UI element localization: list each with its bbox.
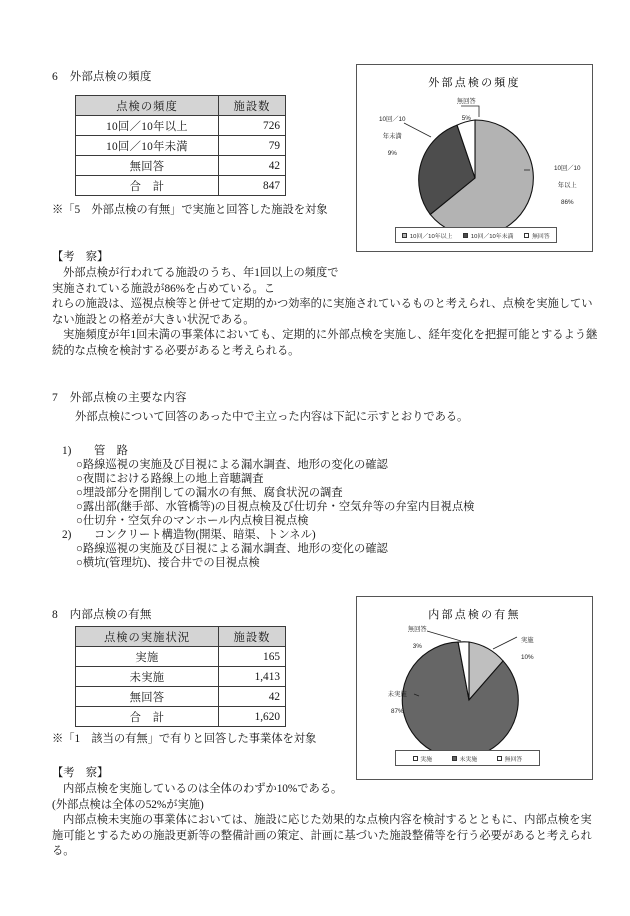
legend-item-10kai-ijou [402, 231, 452, 240]
list-item: ○横坑(管理坑)、接合井での目視点検 [76, 557, 260, 569]
section-8-note: ※「1 該当の有無」で有りと回答した事業体を対象 [52, 733, 317, 745]
section-8-heading [52, 606, 152, 622]
group-name: コンクリート構造物(開渠、暗渠、トンネル) [94, 529, 316, 541]
pie-label-mukaitou [393, 618, 431, 660]
legend-label: 無回答 [531, 233, 550, 240]
section-7-intro: 外部点検について回答のあった中で主立った内容は下記に示すとおりである。 [75, 411, 469, 423]
legend-swatch-icon [497, 756, 502, 761]
table-header-cell: 点検の実施状況 [76, 627, 219, 647]
section-7-heading [52, 389, 187, 405]
table-header-row [76, 627, 286, 647]
table-cell-label: 合 計 [76, 707, 219, 727]
table-cell-label: 10回／10年未満 [76, 136, 219, 156]
pie-label-name: 未実施 [387, 691, 407, 699]
section-6-kousatsu-heading: 【考 察】 [52, 251, 109, 263]
list-item: ○路線巡視の実施及び目視による漏水調査、地形の変化の確認 [76, 459, 388, 471]
section-8-kousatsu-p2: 内部点検未実施の事業体においては、施設に応じた効果的な点検内容を検討するとともに、内部点検を実施可能とするための施設更新等の整備計画の策定、計画に基づいた施設整備等を行う必要があると考えられる。 [52, 814, 592, 858]
chart-external-inspection-frequency [356, 64, 593, 252]
section-8-kousatsu-p1: 内部点検を実施しているのは全体のわずか10%である。(外部点検は全体の52%が実施) [52, 783, 343, 811]
table-cell-value: 1,413 [219, 667, 286, 687]
legend-item-jisshi [413, 754, 432, 763]
list-item: ○埋設部分を開削しての漏水の有無、腐食状況の調査 [76, 487, 343, 499]
section-6-title: 外部点検の頻度 [69, 71, 152, 83]
table-cell-value: 42 [219, 156, 286, 176]
section-8-table [75, 626, 286, 727]
pie-label-pct: 87% [390, 708, 404, 716]
legend-swatch-icon [413, 756, 418, 761]
pie-label-10kai-ijou [533, 157, 591, 216]
table-row [76, 116, 286, 136]
chart-title: 内部点検の有無 [428, 609, 521, 621]
legend-item-mukaitou [524, 231, 549, 240]
table-cell-value: 165 [219, 647, 286, 667]
legend-swatch-icon [524, 233, 529, 238]
table-row [76, 176, 286, 196]
table-row [76, 156, 286, 176]
legend-swatch-icon [452, 756, 457, 761]
table-row [76, 136, 286, 156]
table-cell-value: 79 [219, 136, 286, 156]
pie-label-mukaitou [435, 90, 487, 132]
table-row [76, 687, 286, 707]
list-item: ○夜間における路線上の地上音聴調査 [76, 473, 264, 485]
legend-item-10kai-miman [463, 231, 513, 240]
legend-swatch-icon [402, 233, 407, 238]
section-8-number: 8 [52, 609, 58, 621]
table-row [76, 707, 286, 727]
list-item: ○路線巡視の実施及び目視による漏水調査、地形の変化の確認 [76, 543, 388, 555]
section-6-kousatsu-p2: 実施頻度が年1回未満の事業体においても、定期的に外部点検を実施し、経年変化を把握可能とするよう継続的な点検を検討する必要があると考えられる。 [52, 329, 598, 357]
table-cell-label: 無回答 [76, 687, 219, 707]
legend-label: 実施 [420, 756, 432, 763]
section-7-group-2-heading [62, 528, 316, 543]
section-8-kousatsu-heading: 【考 察】 [52, 767, 109, 779]
pie-label-pct: 10% [520, 654, 534, 662]
table-cell-label: 10回／10年以上 [76, 116, 219, 136]
pie-label-pct: 9% [387, 150, 397, 158]
section-6-number: 6 [52, 71, 58, 83]
table-cell-value: 847 [219, 176, 286, 196]
pie-label-name-2: 年未満 [382, 133, 402, 141]
legend-swatch-icon [463, 233, 468, 238]
table-header-row [76, 96, 286, 116]
leader-line-mukaitou [427, 631, 461, 641]
group-marker: 1) [62, 445, 72, 457]
table-cell-label: 合 計 [76, 176, 219, 196]
table-header-cell: 施設数 [219, 96, 286, 116]
table-cell-label: 無回答 [76, 156, 219, 176]
legend-label: 無回答 [504, 756, 523, 763]
section-6-kousatsu-p1b: れらの施設は、巡視点検等と併せて定期的かつ効率的に実施されているものと考えられ、点検を実施していない施設との格差が大きい状況である。 [52, 298, 593, 326]
table-cell-value: 42 [219, 687, 286, 707]
pie-label-pct: 3% [412, 643, 422, 651]
table-row [76, 647, 286, 667]
section-6-table [75, 95, 286, 196]
table-cell-label: 実施 [76, 647, 219, 667]
group-marker: 2) [62, 529, 72, 541]
chart-internal-inspection-presence [356, 596, 593, 780]
legend-label: 10回／10年以上 [409, 233, 453, 240]
pie-label-name: 無回答 [456, 98, 476, 106]
section-8-title: 内部点検の有無 [69, 609, 152, 621]
section-6-heading [52, 68, 152, 84]
legend-label: 10回／10年未満 [470, 233, 514, 240]
pie-label-jisshi [503, 629, 541, 671]
list-item: ○仕切弁・空気弁のマンホール内点検目視点検 [76, 515, 309, 527]
section-6-kousatsu-p1a: 外部点検が行われてる施設のうち、年1回以上の頻度で実施されている施設が86%を占めている。こ [52, 267, 339, 295]
section-7-group-1-heading [62, 444, 128, 459]
list-item: ○露出部(継手部、水管橋等)の目視点検及び仕切弁・空気弁等の弁室内目視点検 [76, 501, 475, 513]
legend-item-mukaitou [497, 754, 522, 763]
pie-label-pct: 86% [560, 199, 574, 207]
pie-label-name: 10回／10 [378, 116, 406, 124]
legend-item-mijisshi [452, 754, 477, 763]
chart-legend [395, 750, 540, 766]
section-6-note: ※「5 外部点検の有無」で実施と回答した施設を対象 [52, 204, 328, 216]
pie-label-name: 実施 [520, 637, 534, 645]
table-cell-value: 1,620 [219, 707, 286, 727]
table-row [76, 667, 286, 687]
pie-label-name: 10回／10 [553, 165, 581, 173]
chart-title: 外部点検の頻度 [428, 77, 521, 89]
table-cell-value: 726 [219, 116, 286, 136]
table-header-cell: 点検の頻度 [76, 96, 219, 116]
pie-label-name-2: 年以上 [557, 182, 577, 190]
section-7-number: 7 [52, 392, 58, 404]
pie-label-name: 無回答 [407, 626, 427, 634]
section-7-title: 外部点検の主要な内容 [69, 392, 187, 404]
pie-label-pct: 5% [461, 115, 471, 123]
pie-label-mijisshi [371, 683, 413, 725]
table-header-cell: 施設数 [219, 627, 286, 647]
group-name: 管 路 [94, 445, 128, 457]
table-cell-label: 未実施 [76, 667, 219, 687]
chart-legend [395, 227, 557, 243]
legend-label: 未実施 [459, 756, 478, 763]
pie-label-10kai-miman [359, 108, 415, 167]
